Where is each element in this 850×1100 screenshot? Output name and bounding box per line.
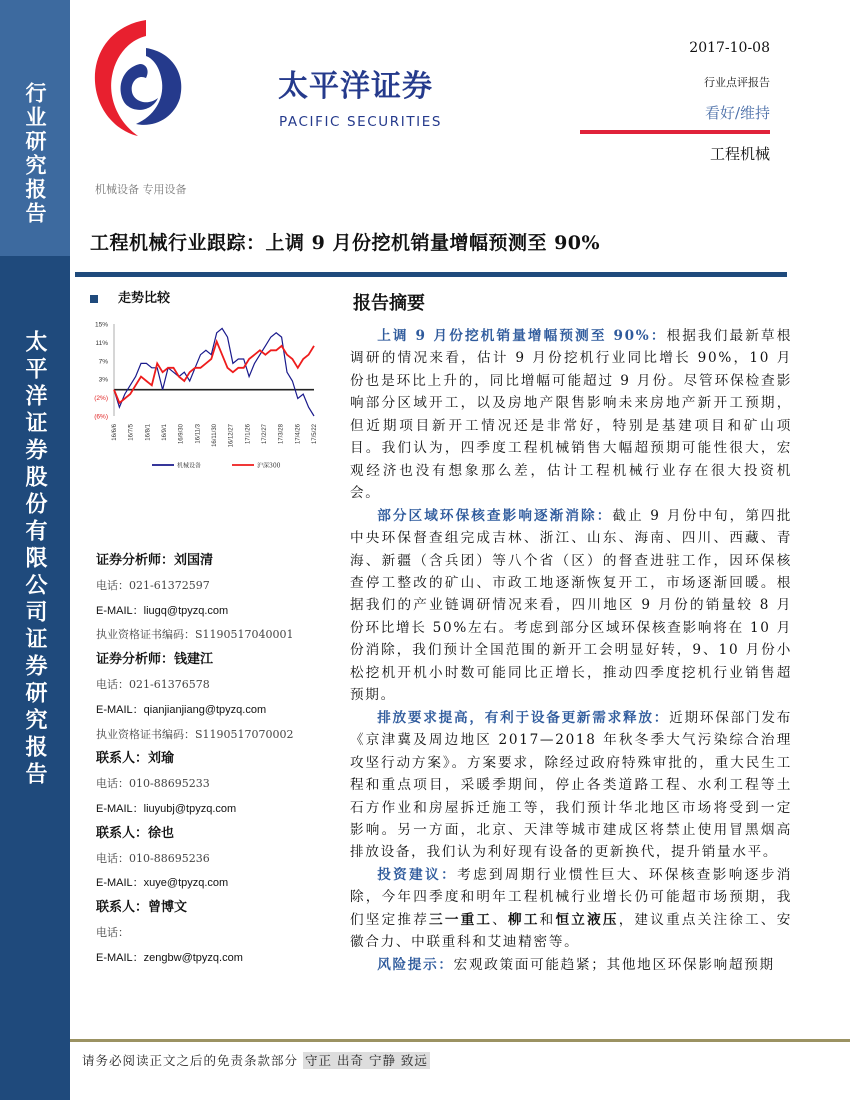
trend-section-heading <box>90 290 170 308</box>
y-tick-label: 3% <box>98 376 108 384</box>
contact-email[interactable]: E-MAIL：zengbw@tpyzq.com <box>96 951 243 964</box>
separator: 和 <box>539 911 556 928</box>
y-tick-label: (2%) <box>94 395 108 403</box>
legend-label: 沪深300 <box>257 462 281 470</box>
x-tick-label: 16/11/30 <box>212 424 218 447</box>
contact-email[interactable]: E-MAIL：liugq@tpyzq.com <box>96 604 229 617</box>
paragraph-text: 宏观政策面可能趋紧；其他地区环保影响超预期 <box>453 956 775 973</box>
series-line-hs300 <box>114 342 314 403</box>
contact-phone: 电话：021-61376578 <box>96 677 210 691</box>
x-tick-label: 17/4/26 <box>295 424 302 445</box>
x-tick-label: 17/5/22 <box>312 424 318 445</box>
contact-phone: 电话：010-88695236 <box>96 851 210 865</box>
analyst-contacts <box>96 549 294 971</box>
x-tick-label: 17/2/27 <box>262 424 268 445</box>
stock-pick: 恒立液压 <box>555 911 619 928</box>
contact-title: 联系人：刘瑜 <box>96 751 175 767</box>
x-tick-label: 16/9/30 <box>178 424 185 445</box>
paragraph-lead: 部分区域环保核查影响逐渐消除： <box>377 507 613 524</box>
stock-pick: 柳工 <box>508 911 540 928</box>
paragraph-lead: 上调 9 月份挖机销量增幅预测至 90%： <box>377 328 667 344</box>
x-tick-label: 17/3/28 <box>278 424 285 445</box>
x-tick-label: 16/11/3 <box>195 424 202 444</box>
footer-divider <box>70 1039 850 1042</box>
trend-chart <box>82 314 332 474</box>
breadcrumb: 机械设备 专用设备 <box>95 183 187 196</box>
report-date: 2017-10-08 <box>689 40 770 56</box>
contact-email[interactable]: E-MAIL：xuye@tpyzq.com <box>96 877 229 890</box>
x-tick-label: 16/8/1 <box>145 424 152 441</box>
summary-body <box>350 325 792 976</box>
x-tick-label: 16/7/5 <box>128 424 135 441</box>
logo-english-name: PACIFIC SECURITIES <box>279 114 443 130</box>
contact-title: 联系人：曾博文 <box>96 900 188 916</box>
company-logo <box>88 18 443 138</box>
sector: 工程机械 <box>709 145 770 163</box>
paragraph-text: 根据我们最新草根调研的情况来看，估计 9 月份挖机行业同比增长 90%，10 月份也是环比上升的，同比增幅可能超过 9 月份。尽管环保检查影响部分区域开工，以及房地产限售影响未来房地产新开工预期，但近期项目新开工情况还是非常好，特别是基建项目和矿山项目。我们认为，四季度工程机械销售大幅超预期可能性很大，宏观经济也没有想象那么差，估计工程机械行业存在很大投资机会。 <box>350 328 792 502</box>
rating: 看好/维持 <box>704 104 770 122</box>
x-tick-label: 16/6/6 <box>112 424 118 441</box>
bullet-square-icon <box>90 295 98 303</box>
logo-mark-icon <box>88 18 198 138</box>
header-divider <box>580 130 770 134</box>
summary-paragraph <box>350 864 792 954</box>
separator: 、 <box>492 911 509 928</box>
y-tick-label: 15% <box>94 321 108 329</box>
contact-phone: 电话：021-61372597 <box>96 578 210 592</box>
paragraph-text: 截止 9 月份中旬，第四批中央环保督查组完成吉林、浙江、山东、海南、四川、西藏、青海、新疆（含兵团）等八个省（区）的督查进驻工作，因环保核查停工整改的矿山、市政工地逐渐恢复开工，市场逐渐回暖。根据我们的产业链调研情况来看，四川地区 9 月份的销量较 8 月份环比增长 50%左右。考虑到部分区域环保核查影响将在 10 月份消除，我们预计全国范围的新开工会明显好转，9、10 月份小松挖机开机小时数可能同比正增长，推动四季度挖机行业销售超预期。 <box>350 507 793 704</box>
x-tick-label: 17/1/26 <box>245 424 252 445</box>
disclaimer-text: 请务必阅读正文之后的免责条款部分 <box>82 1053 299 1068</box>
paragraph-text: ，建议重点关注徐工、安徽合力、中联重科和艾迪精密等。 <box>350 911 793 951</box>
legend-label: 机械设备 <box>177 462 202 470</box>
paragraph-text: 近期环保部门发布《京津冀及周边地区 2017—2018 年秋冬季大气污染综合治理攻坚行动方案》。方案要求，除经过政府特殊审批的，重大民生工程和重点项目，采暖季期间，停止各类道路工程、水利工程等土石方作业和房屋拆迁施工等，我们预计华北地区市场将受到一定影响。另一方面，北京、天津等城市建成区将禁止使用冒黑烟高排放设备，我们认为利好现有设备的更新换代，提升销量水平。 <box>350 709 792 861</box>
contact-phone: 电话：010-88695233 <box>96 777 210 791</box>
summary-paragraph <box>350 325 792 505</box>
y-tick-label: 11% <box>95 339 108 347</box>
stock-pick: 三一重工 <box>429 911 493 928</box>
sidebar-company-label: 太平洋证券股份有限公司证券研究报告 <box>22 330 48 789</box>
company-motto: 守正 出奇 宁静 致远 <box>305 1053 428 1068</box>
y-tick-label: (6%) <box>94 413 108 421</box>
paragraph-lead: 排放要求提高，有利于设备更新需求释放： <box>377 709 670 726</box>
paragraph-text: 考虑到周期行业惯性巨大、环保核查影响逐步消除，今年四季度和明年工程机械行业增长仍可能超市场预期，我们坚定推荐 <box>350 866 792 928</box>
sidebar-report-category: 行业研究报告 <box>23 82 48 226</box>
footer <box>82 1052 430 1070</box>
contact-title: 证券分析师：刘国清 <box>96 553 214 568</box>
contact-email[interactable]: E-MAIL：liuyubj@tpyzq.com <box>96 802 237 815</box>
page-title: 工程机械行业跟踪：上调 9 月份挖机销量增幅预测至 90% <box>90 232 601 254</box>
contact-title: 联系人：徐也 <box>96 825 175 841</box>
contact-title: 证券分析师：钱建江 <box>96 652 214 668</box>
x-tick-label: 16/9/1 <box>162 424 168 441</box>
trend-section-label: 走势比较 <box>118 291 171 306</box>
summary-heading: 报告摘要 <box>353 293 425 314</box>
report-type: 行业点评报告 <box>704 76 770 89</box>
series-line-machinery <box>114 328 314 416</box>
contact-phone: 电话： <box>96 925 129 939</box>
summary-paragraph <box>350 707 792 864</box>
y-tick-label: 7% <box>98 358 108 366</box>
summary-paragraph <box>350 954 792 976</box>
contact-cert: 执业资格证书编码：S1190517040001 <box>96 628 294 642</box>
contact-cert: 执业资格证书编码：S1190517070002 <box>96 727 294 741</box>
logo-chinese-name: 太平洋证券 <box>278 69 433 104</box>
paragraph-lead: 投资建议： <box>377 866 458 883</box>
contact-email[interactable]: E-MAIL：qianjianjiang@tpyzq.com <box>96 703 267 716</box>
x-tick-label: 16/12/27 <box>228 424 235 448</box>
summary-paragraph <box>350 505 792 707</box>
paragraph-lead: 风险提示： <box>377 956 454 973</box>
title-divider <box>75 272 787 277</box>
